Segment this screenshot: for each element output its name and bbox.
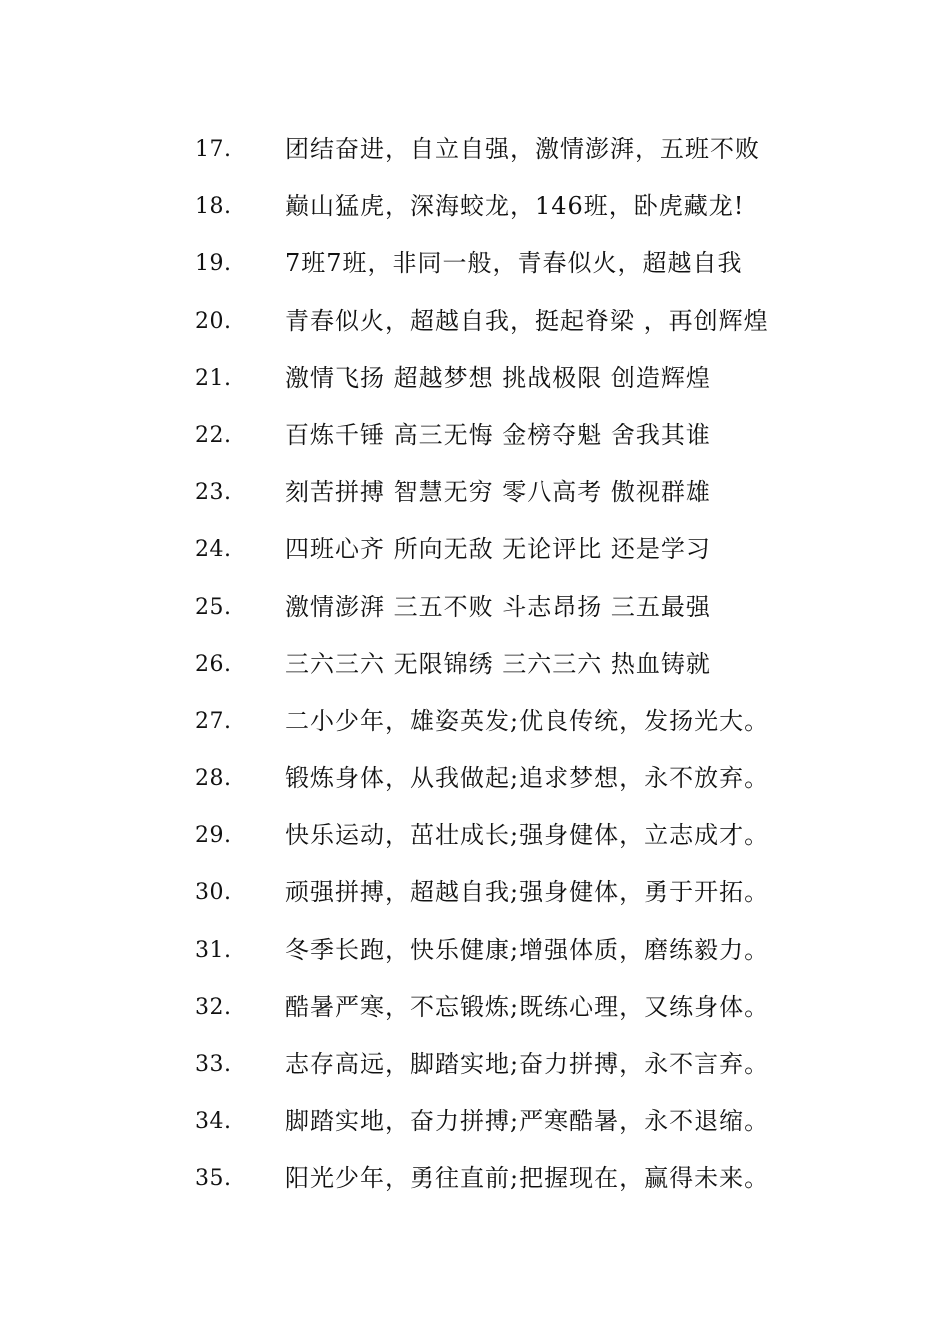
list-item (0, 636, 950, 693)
item-number: 17. (195, 137, 232, 162)
item-text: 巅山猛虎，深海蛟龙，146班，卧虎藏龙! (285, 192, 745, 221)
list-item (0, 579, 950, 636)
item-number: 25. (195, 594, 232, 620)
item-text: 百炼千锤 高三无悔 金榜夺魁 舍我其谁 (285, 420, 711, 449)
item-number: 34. (195, 1109, 232, 1135)
list-item (0, 750, 950, 807)
item-number: 19. (195, 251, 232, 277)
item-text: 快乐运动，茁壮成长;强身健体，立志成才。 (285, 821, 770, 850)
item-text: 青春似火，超越自我，挺起脊梁 ，再创辉煌 (285, 306, 769, 335)
item-number: 30. (195, 880, 232, 906)
item-text: 二小少年，雄姿英发;优良传统，发扬光大。 (285, 706, 770, 735)
list-item (0, 979, 950, 1036)
item-text: 刻苦拼搏 智慧无穷 零八高考 傲视群雄 (285, 478, 711, 507)
item-number: 26. (195, 651, 232, 677)
list-item (0, 293, 950, 350)
list-item (0, 1150, 950, 1207)
item-text: 激情飞扬 超越梦想 挑战极限 创造辉煌 (285, 363, 711, 392)
list-item (0, 1036, 950, 1093)
item-text: 7班7班，非同一般，青春似火，超越自我 (285, 249, 743, 278)
item-text: 阳光少年，勇往直前;把握现在，赢得未来。 (285, 1164, 770, 1193)
item-text: 锻炼身体，从我做起;追求梦想，永不放弃。 (285, 764, 770, 793)
list-item (0, 350, 950, 407)
item-text: 团结奋进，自立自强，激情澎湃，五班不败 (285, 135, 760, 163)
item-text: 顽强拼搏，超越自我;强身健体，勇于开拓。 (285, 878, 770, 907)
list-item (0, 864, 950, 921)
list-item (0, 407, 950, 464)
list-item (0, 922, 950, 979)
item-number: 29. (195, 823, 232, 849)
item-number: 20. (195, 308, 232, 334)
slogan-list (0, 121, 950, 1208)
item-number: 24. (195, 537, 232, 563)
list-item (0, 693, 950, 750)
item-number: 23. (195, 480, 232, 506)
item-number: 32. (195, 994, 232, 1020)
list-item (0, 235, 950, 292)
item-number: 35. (195, 1166, 232, 1192)
list-item (0, 121, 950, 178)
item-text: 志存高远，脚踏实地;奋力拼搏，永不言弃。 (285, 1050, 770, 1078)
item-number: 18. (195, 194, 232, 220)
item-number: 28. (195, 766, 232, 792)
item-number: 31. (195, 937, 232, 963)
item-number: 27. (195, 708, 232, 734)
item-text: 激情澎湃 三五不败 斗志昂扬 三五最强 (285, 592, 711, 621)
item-number: 33. (195, 1052, 232, 1077)
item-number: 22. (195, 422, 232, 448)
item-text: 四班心齐 所向无敌 无论评比 还是学习 (285, 535, 711, 564)
item-text: 脚踏实地，奋力拼搏;严寒酷暑，永不退缩。 (285, 1107, 770, 1136)
list-item (0, 807, 950, 864)
item-text: 三六三六 无限锦绣 三六三六 热血铸就 (285, 649, 711, 678)
list-item (0, 1093, 950, 1150)
item-text: 酷暑严寒，不忘锻炼;既练心理，又练身体。 (285, 992, 770, 1021)
list-item (0, 464, 950, 521)
list-item (0, 178, 950, 235)
item-number: 21. (195, 365, 232, 391)
list-item (0, 521, 950, 578)
item-text: 冬季长跑，快乐健康;增强体质，磨练毅力。 (285, 935, 770, 964)
